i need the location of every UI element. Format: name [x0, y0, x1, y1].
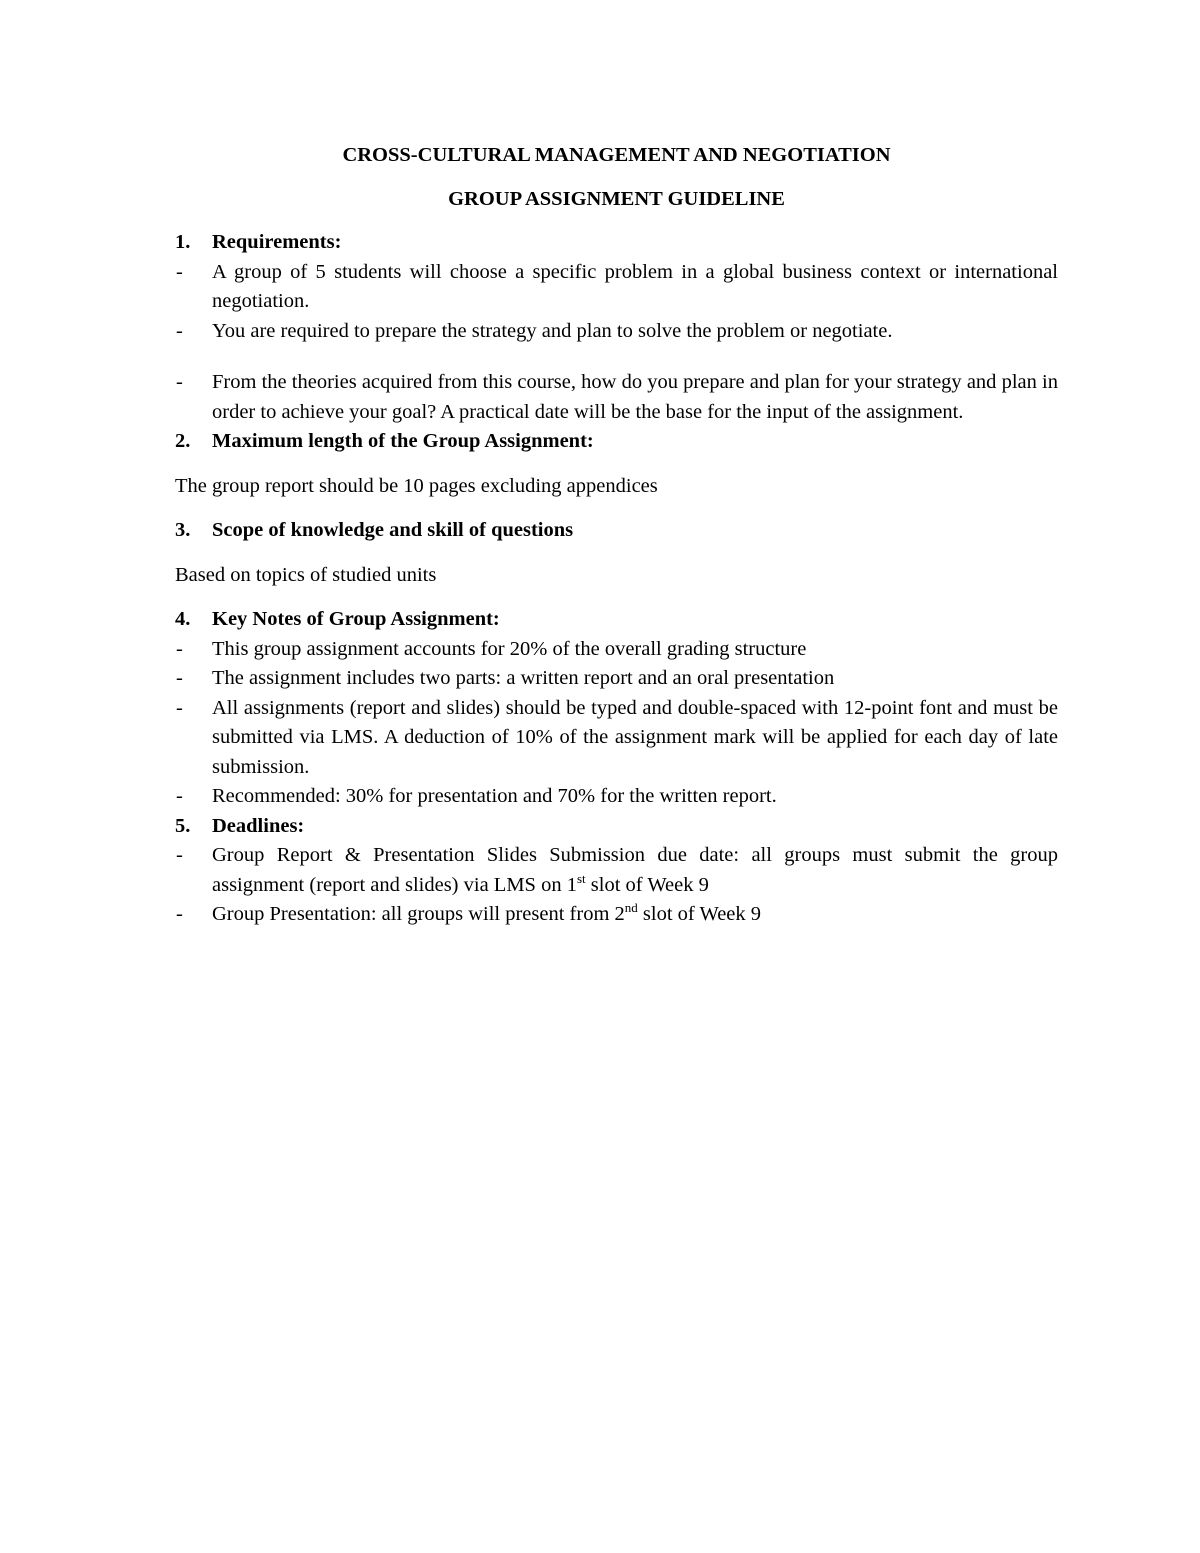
section-heading-text: Deadlines:	[212, 814, 305, 837]
list-item	[175, 258, 1058, 317]
ordinal-suffix: nd	[624, 900, 638, 916]
section-heading-text: Key Notes of Group Assignment:	[212, 608, 500, 630]
list-item	[175, 782, 1058, 812]
list-item-text-main: Group Report & Presentation Slides Submission due date: all groups must submit the group assignment (report and slides) via LMS on 1	[212, 844, 1058, 896]
bullet-marker: -	[176, 637, 183, 660]
bullet-marker: -	[176, 696, 183, 719]
list-item-text-tail: slot of Week 9	[637, 903, 762, 925]
section-paragraph: The group report should be 10 pages excluding appendices	[175, 474, 658, 497]
section-heading-key-notes	[175, 605, 1058, 635]
section-heading-scope	[175, 516, 1058, 546]
list-item	[175, 635, 1058, 665]
ordinal-suffix: st	[576, 870, 586, 886]
section-heading-requirements	[175, 228, 1058, 258]
section-heading-text: Maximum length of the Group Assignment:	[212, 430, 594, 452]
list-item-text: A group of 5 students will choose a specific problem in a global business context or international negotiation.	[212, 260, 1058, 312]
list-item-text: The assignment includes two parts: a written report and an oral presentation	[212, 667, 835, 689]
section-heading-text: Scope of knowledge and skill of questions	[212, 519, 574, 541]
bullet-marker: -	[176, 667, 183, 689]
list-item-text	[212, 900, 762, 925]
list-item	[175, 900, 1058, 930]
list-item	[175, 317, 1058, 347]
section-number: 2.	[175, 430, 191, 452]
list-item	[175, 841, 1058, 900]
list-item	[175, 664, 1058, 694]
bullet-marker: -	[176, 260, 183, 283]
section-number: 3.	[175, 519, 191, 541]
section-heading-text: Requirements:	[212, 231, 342, 253]
section-number: 5.	[175, 814, 191, 837]
bullet-marker: -	[176, 785, 183, 807]
section-heading-maximum-length	[175, 427, 1058, 457]
list-item-text: You are required to prepare the strategy and plan to solve the problem or negotiate.	[212, 319, 893, 342]
list-item-text-main: Group Presentation: all groups will present from 2	[212, 903, 625, 925]
section-number: 1.	[175, 231, 191, 253]
document-subtitle: GROUP ASSIGNMENT GUIDELINE	[448, 188, 785, 210]
list-item-text	[212, 844, 1058, 896]
document-title: CROSS-CULTURAL MANAGEMENT AND NEGOTIATION	[342, 144, 891, 166]
bullet-marker: -	[176, 844, 183, 866]
list-item-text: From the theories acquired from this course, how do you prepare and plan for your strategy and plan in order to achieve your goal? A practical date will be the base for the input of the assignment.	[212, 371, 1058, 423]
list-item-text-tail: slot of Week 9	[585, 873, 709, 896]
list-item-text: All assignments (report and slides) should be typed and double-spaced with 12-point font and must be submitted via LMS. A deduction of 10% of the assignment mark will be applied for each day of late submission.	[212, 696, 1058, 778]
list-item	[175, 368, 1058, 427]
list-item	[175, 694, 1058, 783]
list-item-text: Recommended: 30% for presentation and 70% for the written report.	[212, 785, 777, 807]
section-number: 4.	[175, 608, 191, 630]
bullet-marker: -	[176, 371, 183, 393]
document-page	[175, 140, 1058, 930]
bullet-marker: -	[176, 903, 183, 925]
bullet-marker: -	[176, 319, 183, 342]
list-item-text: This group assignment accounts for 20% of the overall grading structure	[212, 637, 807, 660]
section-heading-deadlines	[175, 812, 1058, 842]
section-paragraph: Based on topics of studied units	[175, 563, 437, 586]
